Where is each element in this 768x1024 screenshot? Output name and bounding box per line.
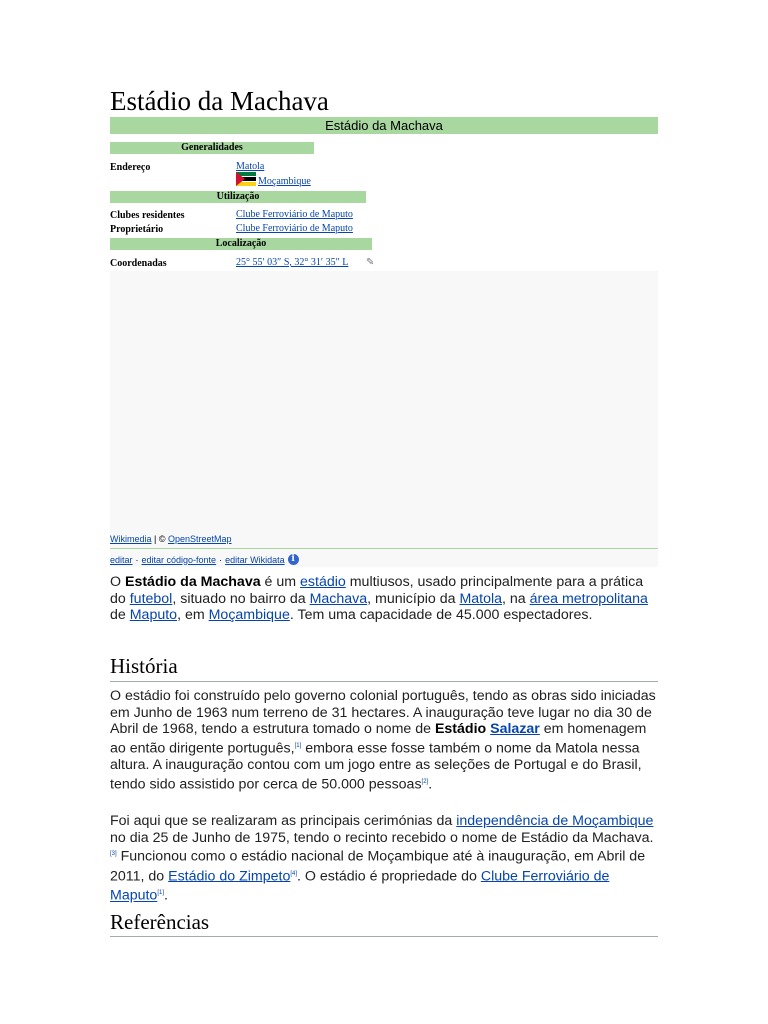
infobox-edit-links — [110, 554, 299, 565]
owner-link[interactable]: Clube Ferroviário de Maputo — [236, 223, 353, 234]
link-independencia[interactable]: independência de Moçambique — [456, 813, 654, 829]
link-futebol[interactable]: futebol — [129, 590, 173, 607]
link-clube-ferroviario[interactable]: Clube Ferroviário de Maputo — [110, 868, 610, 904]
map-credit-separator: | © — [151, 534, 168, 544]
ref-5[interactable]: [1] — [157, 889, 164, 896]
history-heading-rule — [110, 681, 658, 682]
owner-label: Proprietário — [110, 224, 164, 235]
infobox-section-general: Generalidades — [110, 142, 314, 154]
edit-dot: · — [135, 554, 139, 565]
info-icon[interactable]: i — [288, 554, 299, 565]
history-paragraph-2: Foi aqui que se realizaram as principais cerimónias da independência de Moçambique no dia 25 de Junho de 1975, tendo o recinto recebido o nome de Estádio da Machava.[3] Funcionou como o estádio nacional de Moçambique até à inauguração, em Abril de 2011, do Estádio do Zimpeto[4]. O estádio é propriedade do Clube Ferroviário de Maputo[1]. — [110, 813, 654, 904]
address-country-link[interactable]: Moçambique — [258, 176, 311, 187]
article-subject: Estádio da Machava — [124, 574, 261, 590]
clubs-label: Clubes residentes — [110, 210, 185, 221]
references-heading: Referências — [110, 910, 210, 934]
link-area-metropolitana[interactable]: área metropolitana — [529, 590, 648, 607]
wikimedia-link[interactable]: Wikimedia — [110, 534, 152, 544]
link-machava[interactable]: Machava — [309, 590, 368, 607]
link-estadio-zimpeto[interactable]: Estádio do Zimpeto — [168, 868, 291, 885]
edit-link[interactable]: editar — [110, 554, 133, 565]
coords-link[interactable]: 25° 55′ 03″ S, 32° 31′ 35″ L — [236, 257, 349, 268]
edit-dot: · — [219, 554, 223, 565]
clubs-link[interactable]: Clube Ferroviário de Maputo — [236, 209, 353, 220]
address-label: Endereço — [110, 162, 151, 173]
ref-4[interactable]: [4] — [290, 870, 298, 877]
ref-2[interactable]: [2] — [421, 778, 429, 785]
map-credit — [110, 534, 232, 544]
intro-paragraph: O Estádio da Machava é um estádio multiusos, usado principalmente para a prática do futebol, situado no bairro da Machava, município da Matola, na área metropolitana de Maputo, em Moçambique. Tem uma capacidade de 45.000 espectadores. — [110, 574, 648, 624]
edit-wikidata-link[interactable]: editar Wikidata — [225, 554, 285, 565]
link-estadio[interactable]: estádio — [300, 574, 346, 590]
link-salazar[interactable]: Salazar — [490, 721, 540, 738]
history-paragraph-1: O estádio foi construído pelo governo colonial português, tendo as obras sido iniciadas em Junho de 1963 num terreno de 31 hectares. A inauguração teve lugar no dia 30 de Abril de 1968, tendo a estrutura tomado o nome de Estádio Salazar em homenagem ao então dirigente português,[1] embora esse fosse também o nome da Matola nessa altura. A inauguração contou com um jogo entre as seleções de Portugal e do Brasil, tendo sido assistido por cerca de 50.000 pessoas[2]. — [110, 688, 656, 793]
location-map[interactable] — [110, 271, 658, 567]
infobox-header: Estádio da Machava — [110, 117, 658, 134]
address-city-link[interactable]: Matola — [236, 161, 265, 172]
infobox-section-usage: Utilização — [110, 191, 366, 203]
mozambique-flag-icon — [236, 172, 256, 186]
link-mocambique[interactable]: Moçambique — [208, 607, 290, 624]
ref-1[interactable]: [1] — [294, 742, 302, 749]
pencil-icon[interactable]: ✎ — [366, 257, 375, 268]
coords-label: Coordenadas — [110, 258, 167, 269]
link-matola[interactable]: Matola — [459, 590, 503, 607]
history-heading: História — [110, 654, 178, 678]
map-divider — [110, 548, 658, 549]
ref-3[interactable]: [3] — [110, 851, 117, 858]
references-heading-rule — [110, 936, 658, 937]
link-maputo[interactable]: Maputo — [129, 607, 178, 624]
bold-estadio: Estádio — [434, 721, 491, 738]
edit-source-link[interactable]: editar código-fonte — [141, 554, 217, 565]
page-title: Estádio da Machava — [110, 86, 329, 116]
openstreetmap-link[interactable]: OpenStreetMap — [168, 534, 232, 544]
infobox-section-location: Localização — [110, 238, 372, 250]
